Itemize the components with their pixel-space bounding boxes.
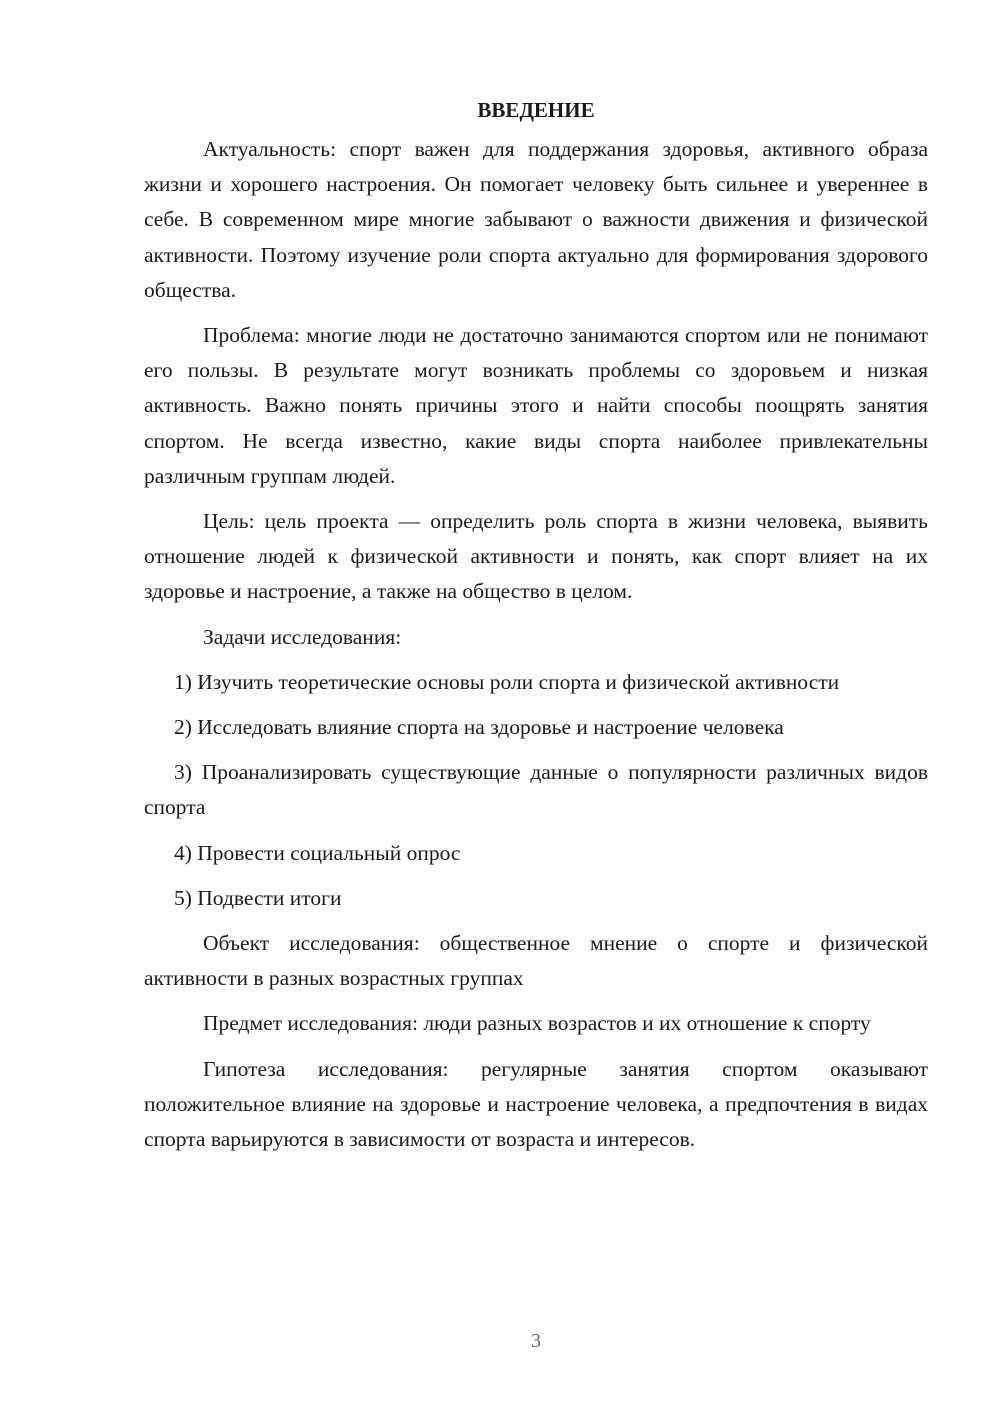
page-number: 3 [531, 1330, 541, 1352]
page-title: ВВЕДЕНИЕ [477, 98, 595, 122]
list-item: 1) Изучить теоретические основы роли спорта и физической активности [174, 669, 840, 694]
list-item: 3) Проанализировать существующие данные о популярности различных видов спорта [144, 760, 928, 820]
list-item: 2) Исследовать влияние спорта на здоровье и настроение человека [174, 715, 784, 740]
paragraph-goal: Цель: цель проекта — определить роль спорта в жизни человека, выявить отношение людей к физической активности и понять, как спорт влияет на их здоровье и настроение, а также на общество в целом. [144, 509, 928, 604]
paragraph-problem: Проблема: многие люди не достаточно занимаются спортом или не понимают его пользы. В результате могут возникать проблемы со здоровьем и низкая активность. Важно понять причины этого и найти способы поощрять занятия спортом. Не всегда известно, какие виды спорта наиболее привлекательны различным группам людей. [144, 323, 928, 488]
paragraph-relevance: Актуальность: спорт важен для поддержания здоровья, активного образа жизни и хорошего настроения. Он помогает человеку быть сильнее и увереннее в себе. В современном мире многие забывают о важности движения и физической активности. Поэтому изучение роли спорта актуально для формирования здорового общества. [144, 137, 928, 302]
document-page [144, 92, 928, 1167]
paragraph-subject: Предмет исследования: люди разных возрастов и их отношение к спорту [203, 1011, 871, 1036]
paragraph-object: Объект исследования: общественное мнение о спорте и физической активности в разных возрастных группах [144, 931, 928, 991]
list-item: 5) Подвести итоги [174, 885, 342, 910]
paragraph-hypothesis: Гипотеза исследования: регулярные занятия спортом оказывают положительное влияние на здоровье и настроение человека, а предпочтения в видах спорта варьируются в зависимости от возраста и интересов. [144, 1056, 928, 1152]
tasks-heading: Задачи исследования: [203, 624, 402, 649]
list-item: 4) Провести социальный опрос [174, 840, 461, 865]
